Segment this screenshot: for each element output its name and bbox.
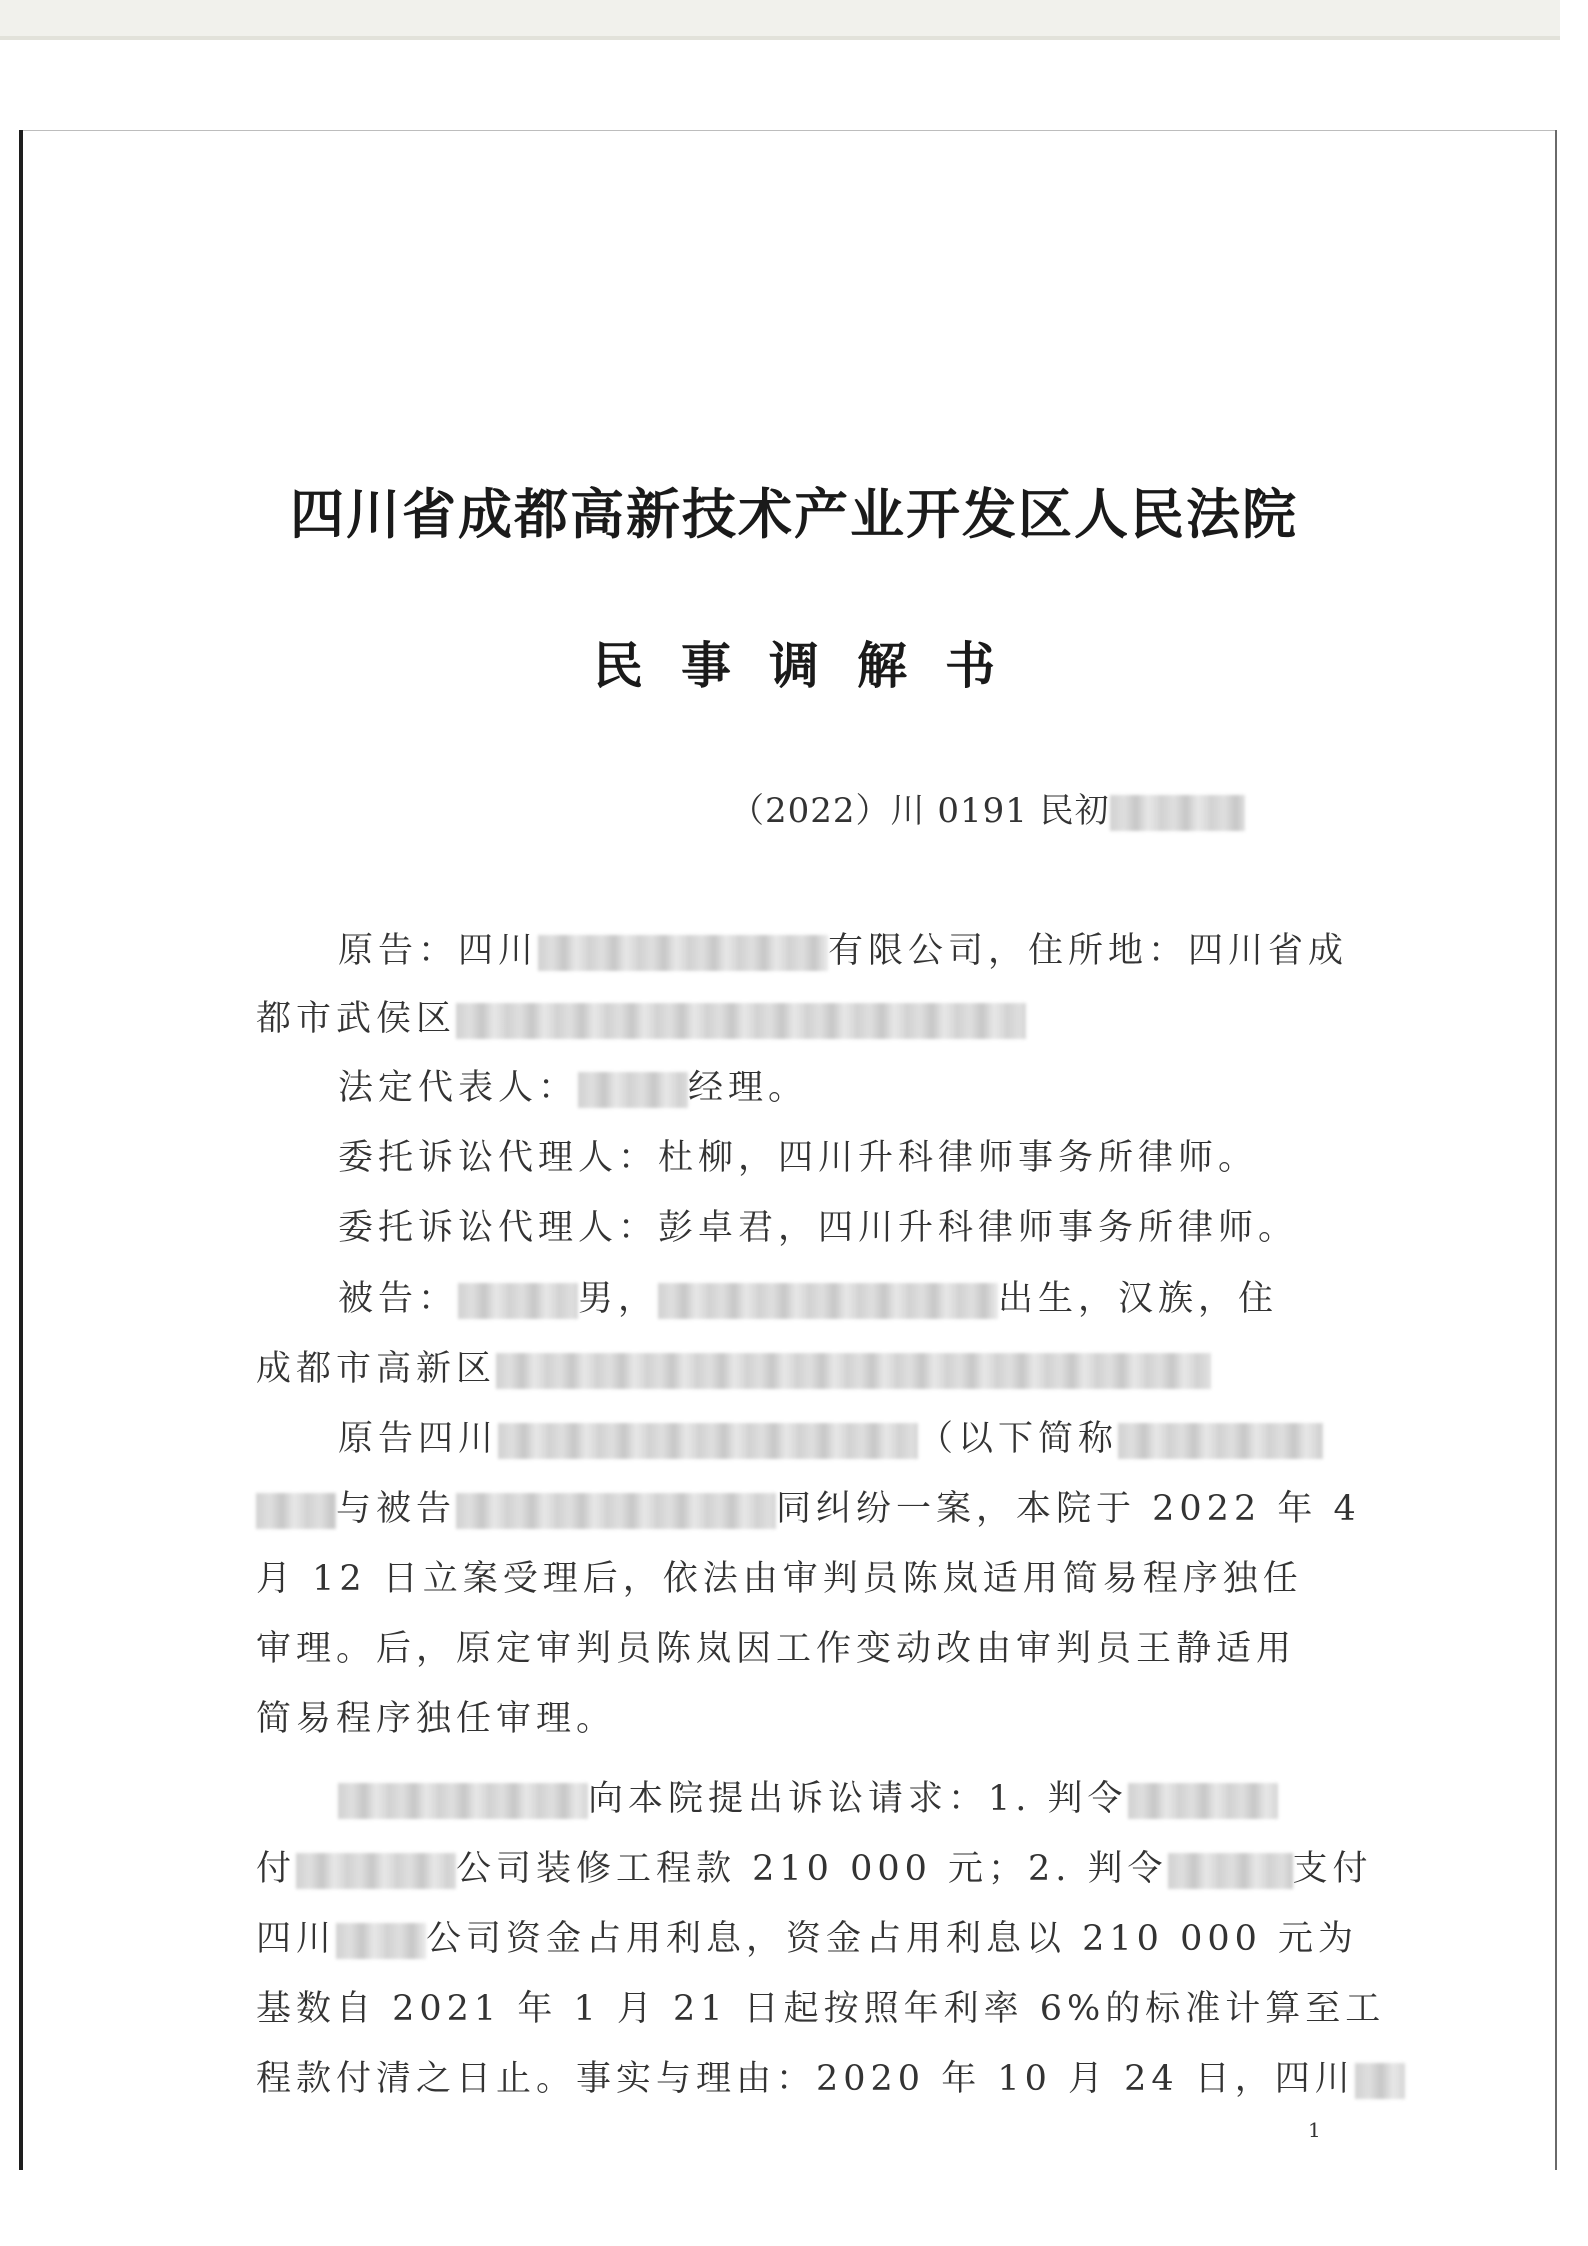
redaction-block: [1110, 795, 1245, 831]
court-title: 四川省成都高新技术产业开发区人民法院: [290, 482, 1298, 546]
defendant-address-line: 成都市高新区: [256, 1346, 1211, 1392]
redaction-block: [338, 1783, 588, 1819]
redaction-block: [456, 1003, 1026, 1039]
redaction-block: [658, 1283, 998, 1319]
claims-line-4: 基数自 2021 年 1 月 21 日起按照年利率 6%的标准计算至工: [256, 1989, 1386, 2029]
case-para-line-3: 月 12 日立案受理后，依法由审判员陈岚适用简易程序独任: [256, 1559, 1303, 1599]
plaintiff-line: 原告：四川 有限公司，住所地：四川省成: [338, 931, 1349, 971]
scan-left-edge: [19, 130, 23, 2170]
redaction-block: [496, 1353, 1211, 1389]
claims-line-1: 向本院提出诉讼请求：1. 判令: [338, 1776, 1278, 1822]
claims-line-2: 付 公司装修工程款 210 000 元；2. 判令 支付: [256, 1849, 1373, 1889]
plaintiff-address-line: 都市武侯区: [256, 996, 1026, 1042]
page-number: 1: [1308, 2118, 1321, 2142]
redaction-block: [1118, 1423, 1323, 1459]
agent-line-2: 委托诉讼代理人：彭卓君，四川升科律师事务所律师。: [338, 1208, 1299, 1248]
agent-line-1: 委托诉讼代理人：杜柳，四川升科律师事务所律师。: [338, 1138, 1259, 1178]
scan-right-edge: [1555, 130, 1557, 2170]
claims-line-3: 四川 公司资金占用利息，资金占用利息以 210 000 元为: [256, 1919, 1359, 1959]
case-number-text: （2022）川 0191 民初: [730, 791, 1110, 831]
redaction-block: [296, 1853, 456, 1889]
redaction-block: [538, 935, 828, 971]
case-para-line-5: 简易程序独任审理。: [256, 1699, 617, 1739]
redaction-block: [458, 1283, 578, 1319]
case-para-line-2: 与被告 同纠纷一案，本院于 2022 年 4: [256, 1486, 1361, 1532]
redaction-block: [1355, 2063, 1405, 2099]
scan-top-line: [22, 130, 1557, 131]
redaction-block: [578, 1072, 688, 1108]
redaction-block: [456, 1493, 776, 1529]
claims-line-5: 程款付清之日止。事实与理由：2020 年 10 月 24 日，四川: [256, 2056, 1405, 2102]
scan-top-band: [0, 0, 1560, 40]
scan-top-band-edge: [0, 36, 1560, 40]
case-number: [730, 783, 1245, 832]
redaction-block: [1128, 1783, 1278, 1819]
document-type-title: 民事调解书: [593, 636, 1033, 695]
redaction-block: [256, 1493, 336, 1529]
defendant-line: 被告： 男， 出生，汉族，住: [338, 1279, 1279, 1319]
legal-representative-line: 法定代表人： 经理。: [338, 1068, 809, 1108]
redaction-block: [1168, 1853, 1293, 1889]
case-para-line-1: 原告四川 （以下简称: [338, 1416, 1323, 1462]
redaction-block: [498, 1423, 918, 1459]
redaction-block: [336, 1923, 426, 1959]
case-para-line-4: 审理。后，原定审判员陈岚因工作变动改由审判员王静适用: [256, 1629, 1297, 1669]
